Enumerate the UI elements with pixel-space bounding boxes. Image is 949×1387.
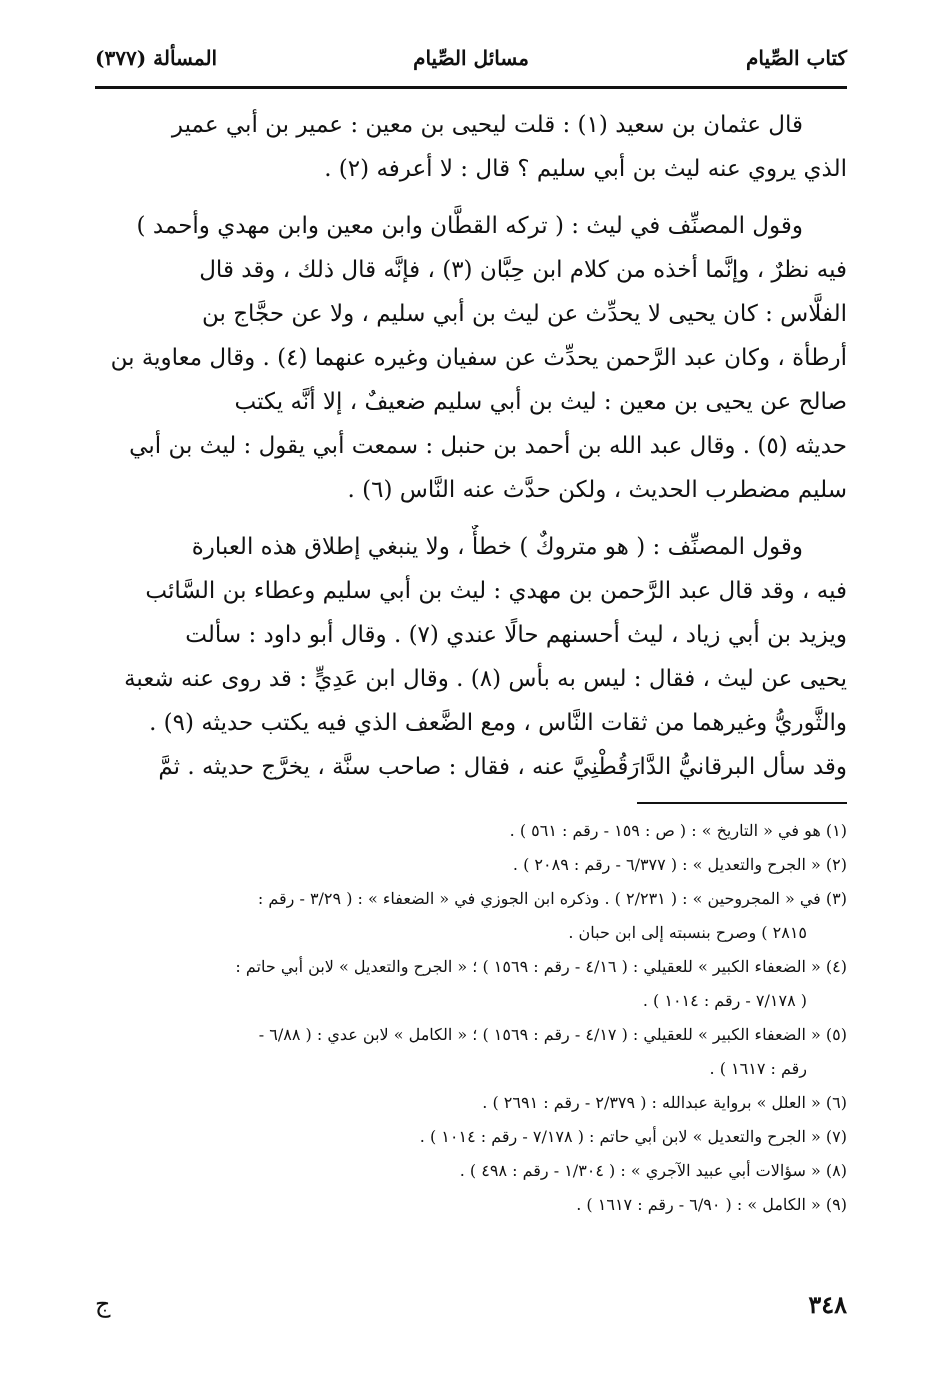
footnote-separator (637, 802, 847, 804)
book-page (95, 40, 847, 1222)
footnote-continuation: ( ٧/١٧٨ - رقم : ١٠١٤ ) . (642, 991, 807, 1010)
footnote-continuation: رقم : ١٦١٧ ) . (709, 1059, 807, 1078)
text-line: وقد سأل البرقانيُّ الدَّارَقُطْنِيَّ عنه ، فقال : صاحب سنَّة ، يخرَّج حديثه . ثمَّ (158, 754, 847, 780)
text-line: حديثه (٥) . وقال عبد الله بن أحمد بن حنبل : سمعت أبي يقول : ليث بن أبي (129, 433, 847, 459)
paragraph (95, 204, 847, 512)
footnote: (٧) « الجرح والتعديل » لابن أبي حاتم : ( ٧/١٧٨ - رقم : ١٠١٤ ) . (419, 1127, 847, 1146)
signature-mark: ج (95, 1290, 111, 1318)
footnote: (٦) « العلل » برواية عبدالله : ( ٢/٣٧٩ - رقم : ٢٦٩١ ) . (482, 1093, 847, 1112)
footnote: (٣) في « المجروحين » : ( ٢/٢٣١ ) . وذكره ابن الجوزي في « الضعفاء » : ( ٣/٢٩ - رقم : (257, 889, 847, 908)
footnote: (٥) « الضعفاء الكبير » للعقيلي : ( ٤/١٧ - رقم : ١٥٦٩ ) ؛ « الكامل » لابن عدي : ( ٦/٨٨ - (258, 1025, 847, 1044)
text-line: فيه نظرٌ ، وإنَّما أخذه من كلام ابن حِبَّان (٣) ، فإنَّه قال ذلك ، وقد قال (199, 257, 847, 283)
text-line: سليم مضطرب الحديث ، ولكن حدَّث عنه النَّاس (٦) . (347, 477, 847, 503)
section-title: مسائل الصِّيام (413, 46, 529, 70)
main-text (95, 103, 847, 789)
text-line: فيه ، وقد قال عبد الرَّحمن بن مهدي : ليث بن أبي سليم وعطاء بن السَّائب (145, 578, 847, 604)
paragraph (95, 103, 847, 191)
footnote: (٨) « سؤالات أبي عبيد الآجري » : ( ١/٣٠٤ - رقم : ٤٩٨ ) . (459, 1161, 847, 1180)
text-line: صالح عن يحيى بن معين : ليث بن أبي سليم ضعيفٌ ، إلا أنَّه يكتب (234, 389, 847, 415)
footnote: (٤) « الضعفاء الكبير » للعقيلي : ( ٤/١٦ - رقم : ١٥٦٩ ) ؛ « الجرح والتعديل » لابن أبي حاتم : (235, 957, 847, 976)
text-line: وقول المصنِّف : ( هو متروكٌ ) خطأٌ ، ولا ينبغي إطلاق هذه العبارة (191, 534, 803, 560)
text-line: الذي يروي عنه ليث بن أبي سليم ؟ قال : لا أعرفه (٢) . (324, 156, 847, 182)
text-line: يحيى عن ليث ، فقال : ليس به بأس (٨) . وقال ابن عَدِيٍّ : قد روى عنه شعبة (124, 666, 847, 692)
issue-number: المسألة (٣٧٧) (95, 46, 218, 70)
footnote: (٢) « الجرح والتعديل » : ( ٦/٣٧٧ - رقم : ٢٠٨٩ ) . (512, 855, 847, 874)
page-footer (95, 1290, 847, 1330)
book-title: كتاب الصِّيام (746, 46, 847, 70)
text-line: الفلَّاس : كان يحيى لا يحدِّث عن ليث بن أبي سليم ، ولا عن حجَّاج بن (201, 301, 847, 327)
text-line: أرطأة ، وكان عبد الرَّحمن يحدِّث عن سفيان وغيره عنهما (٤) . وقال معاوية بن (110, 345, 847, 371)
running-header (95, 40, 847, 84)
paragraph (95, 525, 847, 789)
footnote: (٩) « الكامل » : ( ٦/٩٠ - رقم : ١٦١٧ ) . (576, 1195, 847, 1214)
footnote: (١) هو في « التاريخ » : ( ص : ١٥٩ - رقم : ٥٦١ ) . (509, 821, 847, 840)
text-line: قال عثمان بن سعيد (١) : قلت ليحيى بن معين : عمير بن أبي عمير (171, 112, 803, 138)
text-line: والثَّوريُّ وغيرهما من ثقات النَّاس ، ومع الضَّعف الذي فيه يكتب حديثه (٩) . (149, 710, 847, 736)
footnotes (95, 814, 847, 1222)
header-rule (95, 86, 847, 89)
page-number: ٣٤٨ (808, 1290, 847, 1319)
text-line: ويزيد بن أبي زياد ، ليث أحسنهم حالًا عندي (٧) . وقال أبو داود : سألت (185, 622, 847, 648)
footnote-continuation: ٢٨١٥ ) وصرح بنسبته إلى ابن حبان . (568, 923, 807, 942)
text-line: وقول المصنِّف في ليث : ( تركه القطَّان وابن معين وابن مهدي وأحمد ) (136, 213, 803, 239)
